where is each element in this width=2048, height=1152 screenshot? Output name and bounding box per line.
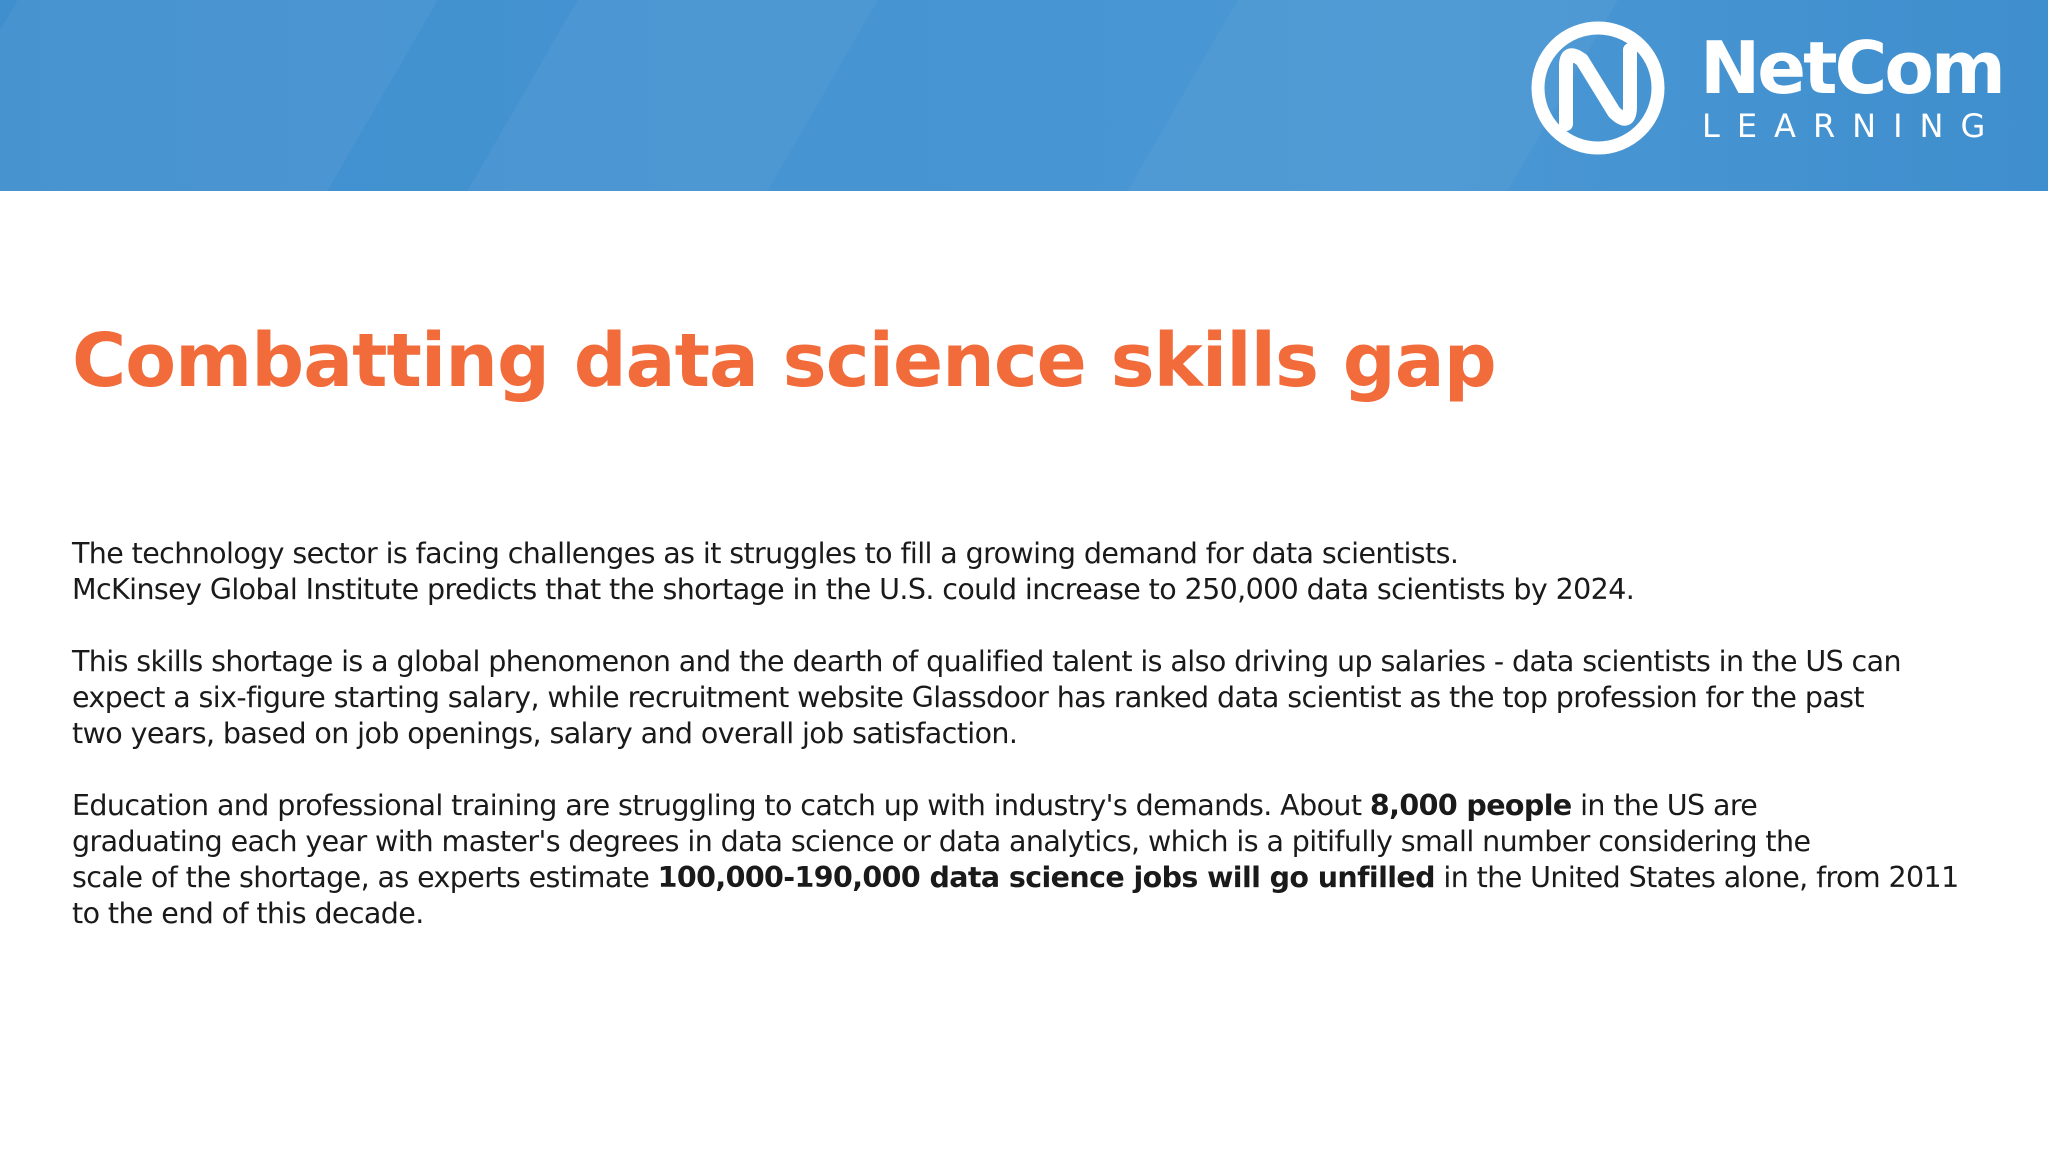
emphasis-unfilled-jobs: 100,000-190,000 data science jobs will go unfilled bbox=[657, 861, 1435, 894]
brand-tagline: LEARNING bbox=[1702, 107, 2003, 145]
slide-header-banner bbox=[0, 0, 2048, 191]
text-line: The technology sector is facing challenges as it struggles to fill a growing demand for data scientists. bbox=[72, 537, 1459, 570]
text-run: in the US are bbox=[1571, 789, 1758, 822]
brand-name: NetCom bbox=[1700, 26, 2003, 110]
text-line: to the end of this decade. bbox=[72, 897, 424, 930]
slide-title: Combatting data science skills gap bbox=[72, 318, 1496, 404]
text-line: two years, based on job openings, salary and overall job satisfaction. bbox=[72, 717, 1018, 750]
text-run: scale of the shortage, as experts estimate bbox=[72, 861, 658, 894]
text-line: expect a six-figure starting salary, while recruitment website Glassdoor has ranked data scientist as the top profession for the past bbox=[72, 681, 1865, 714]
paragraph-1 bbox=[72, 536, 2002, 608]
slide-body bbox=[72, 536, 2002, 968]
paragraph-3 bbox=[72, 788, 2002, 932]
emphasis-graduates: 8,000 people bbox=[1369, 789, 1572, 822]
text-line: graduating each year with master's degrees in data science or data analytics, which is a pitifully small number considering the bbox=[72, 825, 1811, 858]
text-run: in the United States alone, from 2011 bbox=[1434, 861, 1959, 894]
text-line: This skills shortage is a global phenomenon and the dearth of qualified talent is also driving up salaries - data scientists in the US can bbox=[72, 645, 1901, 678]
netcom-learning-logo bbox=[1530, 20, 2003, 156]
text-line bbox=[72, 788, 2002, 824]
text-line: McKinsey Global Institute predicts that the shortage in the U.S. could increase to 250,000 data scientists by 2024. bbox=[72, 573, 1635, 606]
paragraph-2 bbox=[72, 644, 2002, 752]
header-facet bbox=[0, 0, 449, 191]
text-run: Education and professional training are struggling to catch up with industry's demands. About bbox=[72, 789, 1370, 822]
netcom-n-logo-icon bbox=[1530, 20, 1666, 156]
header-facet bbox=[445, 0, 895, 191]
text-line bbox=[72, 860, 2002, 896]
